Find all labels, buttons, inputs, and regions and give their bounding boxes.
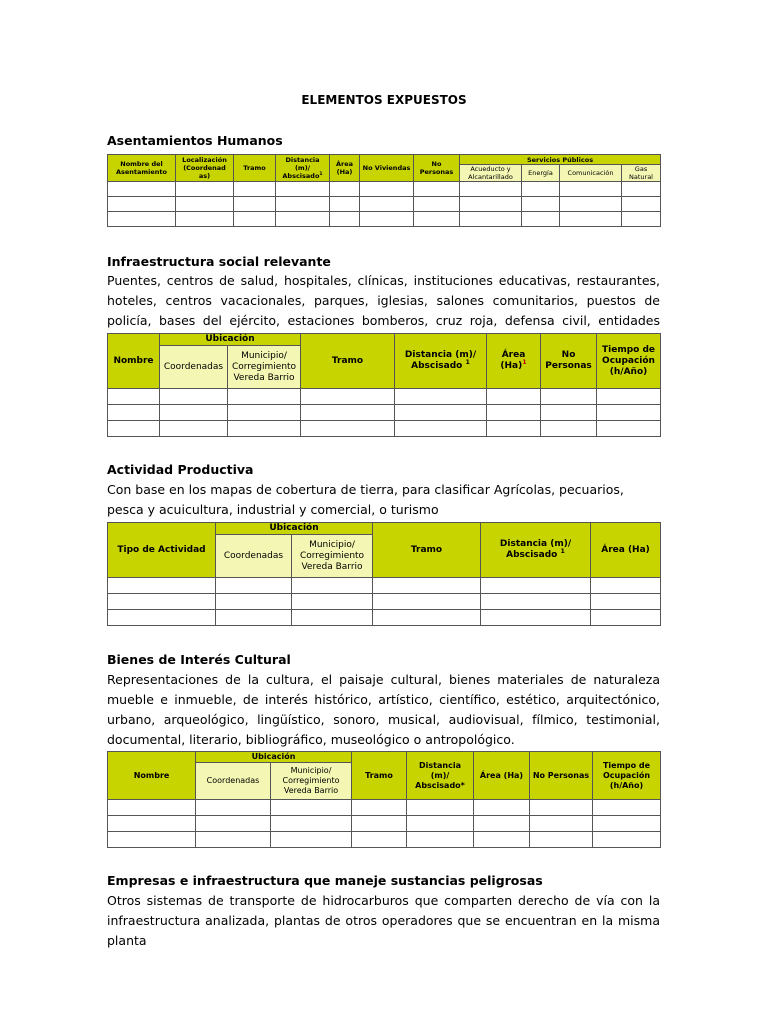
section-heading-empresas: Empresas e infraestructura que maneje sustancias peligrosas: [107, 873, 543, 888]
table-row: [108, 405, 661, 421]
table-actividad: [107, 522, 661, 626]
paragraph-bienes: Representaciones de la cultura, el paisaje cultural, bienes materiales de naturaleza mueble e inmueble, de interés histórico, artístico, científico, estético, arquitectónico, urbano, arqueológico, lingüístico, sonoro, musical, audiovisual, fílmico, testimonial, documental, literario, bibliográfico, museológico o antropológico.: [107, 672, 660, 747]
paragraph-actividad: Con base en los mapas de cobertura de tierra, para clasificar Agrícolas, pecuarios, pesca y acuicultura, industrial y comercial, o turismo: [107, 482, 624, 517]
col-header-ubicacion: Ubicación: [196, 752, 352, 763]
table-row: [108, 182, 661, 197]
section-heading-asentamientos: Asentamientos Humanos: [107, 133, 283, 148]
table-row: [108, 389, 661, 405]
table-row: [108, 578, 661, 594]
col-header-ubicacion: Ubicación: [160, 334, 301, 346]
col-header-comunicacion: Comunicación: [560, 165, 622, 182]
col-header-energia: Energía: [522, 165, 560, 182]
col-header-ubicacion: Ubicación: [216, 523, 373, 535]
distancia-label: Distancia (m)/ Abscisado: [499, 539, 572, 560]
distancia-superscript: 1: [560, 548, 565, 555]
col-header-distancia: [395, 334, 487, 389]
col-header-personas: No Personas: [414, 155, 460, 182]
table-row: [108, 816, 661, 832]
col-header-servicios: Servicios Públicos: [460, 155, 661, 165]
col-header-area: [487, 334, 541, 389]
table-row: [108, 594, 661, 610]
table-row: [108, 421, 661, 437]
table-bienes: [107, 751, 661, 848]
table-row: [108, 832, 661, 848]
col-header-gas: Gas Natural: [622, 165, 661, 182]
table-row: [108, 197, 661, 212]
col-header-tiempo: Tiempo de Ocupación (h/Año): [593, 752, 661, 800]
table-row: [108, 212, 661, 227]
col-header-distancia: [276, 155, 330, 182]
col-header-coordenadas: Coordenadas: [196, 763, 271, 800]
table-asentamientos: [107, 154, 661, 227]
table-row: [108, 800, 661, 816]
paragraph-empresas: Otros sistemas de transporte de hidrocarburos que comparten derecho de vía con la infraestructura analizada, plantas de otros operadores que se encuentran en la misma planta: [107, 893, 660, 948]
distancia-label: Distancia (m)/ Abscisado: [282, 156, 320, 180]
col-header-area: Área (Ha): [330, 155, 360, 182]
col-header-viviendas: No Viviendas: [360, 155, 414, 182]
section-heading-infraestructura: Infraestructura social relevante: [107, 254, 331, 269]
col-header-nombre: Nombre: [108, 752, 196, 800]
col-header-municipio: Municipio/ Corregimiento Vereda Barrio: [228, 346, 301, 389]
col-header-tramo: Tramo: [301, 334, 395, 389]
col-header-personas: No Personas: [541, 334, 597, 389]
distancia-label: Distancia (m)/ Abscisado: [404, 350, 477, 371]
col-header-area: Área (Ha): [591, 523, 661, 578]
col-header-area: Área (Ha): [474, 752, 530, 800]
col-header-coordenadas: Coordenadas: [216, 535, 292, 578]
col-header-personas: No Personas: [530, 752, 593, 800]
col-header-tramo: Tramo: [352, 752, 407, 800]
col-header-coordenadas: Coordenadas: [160, 346, 228, 389]
document-title: ELEMENTOS EXPUESTOS: [301, 93, 467, 107]
col-header-municipio: Municipio/ Corregimiento Vereda Barrio: [292, 535, 373, 578]
col-header-distancia: [481, 523, 591, 578]
section-heading-actividad: Actividad Productiva: [107, 462, 254, 477]
area-label: Área (Ha): [500, 350, 526, 371]
col-header-acueducto: Acueducto y Alcantarillado: [460, 165, 522, 182]
col-header-distancia: Distancia (m)/ Abscisado*: [407, 752, 474, 800]
section-heading-bienes: Bienes de Interés Cultural: [107, 652, 291, 667]
area-superscript: 1: [522, 359, 527, 366]
paragraph-infraestructura: Puentes, centros de salud, hospitales, clínicas, instituciones educativas, restaurantes, hoteles, centros vacacionales, parques, iglesias, salones comunitarios, puestos de policía, bases del ejército, estaciones bomberos, cruz roja, defensa civil, entidades: [107, 273, 660, 328]
col-header-tramo: Tramo: [234, 155, 276, 182]
col-header-tramo: Tramo: [373, 523, 481, 578]
col-header-nombre: Nombre: [108, 334, 160, 389]
col-header-tipo: Tipo de Actividad: [108, 523, 216, 578]
col-header-municipio: Municipio/ Corregimiento Vereda Barrio: [271, 763, 352, 800]
col-header-nombre: Nombre del Asentamiento: [108, 155, 176, 182]
col-header-tiempo: Tiempo de Ocupación (h/Año): [597, 334, 661, 389]
table-infraestructura: [107, 333, 661, 437]
distancia-superscript: 1: [465, 359, 470, 366]
table-row: [108, 610, 661, 626]
distancia-superscript: 1: [319, 171, 323, 177]
col-header-localizacion: Localización (Coordenad as): [176, 155, 234, 182]
